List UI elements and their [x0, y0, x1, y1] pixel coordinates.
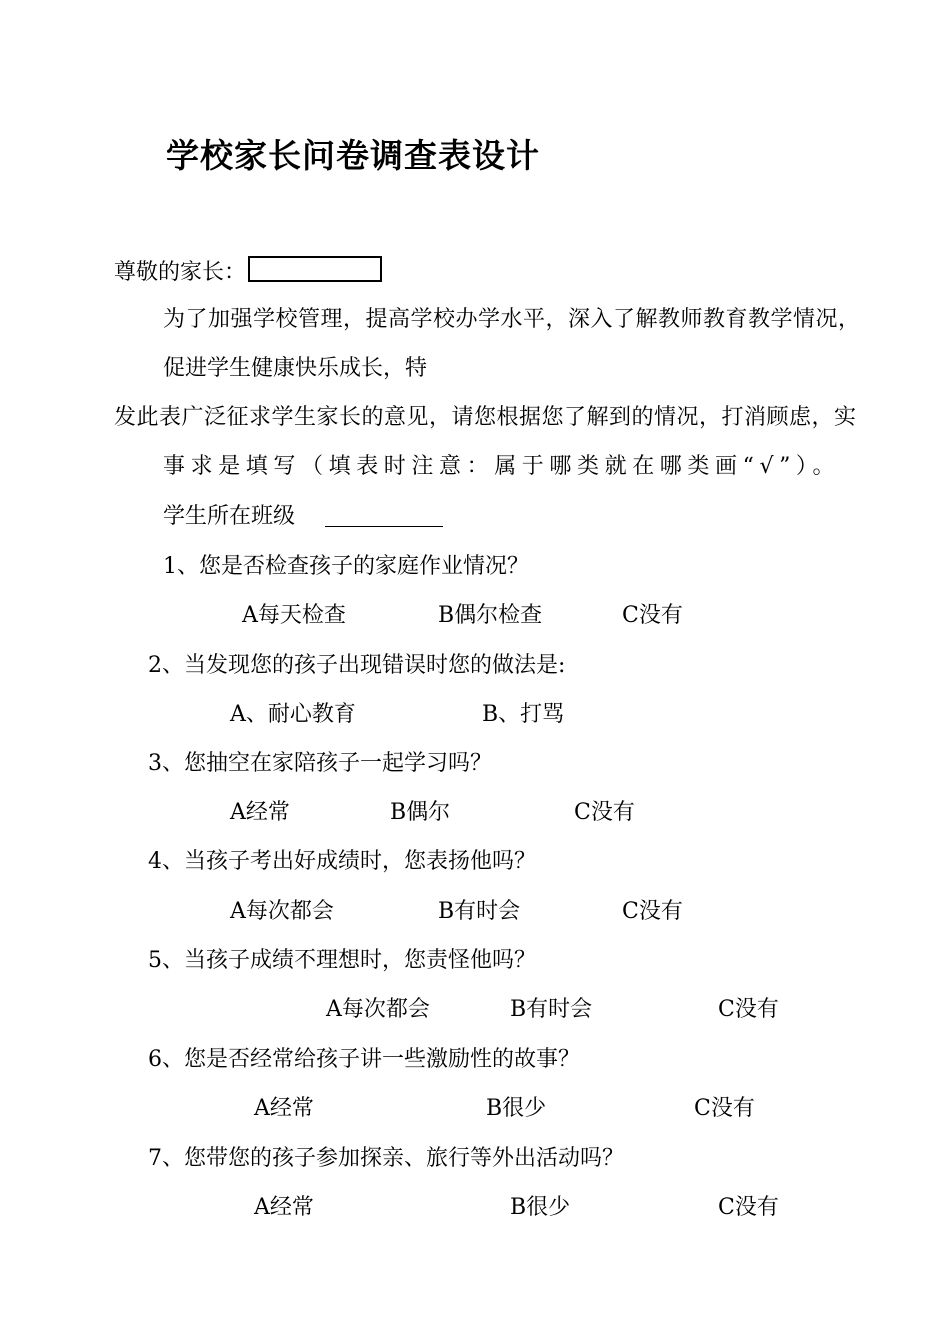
intro-line-3: 发此表广泛征求学生家长的意见，请您根据您了解到的情况，打消顾虑，实	[114, 405, 857, 430]
q4-option-c[interactable]: C没有	[622, 899, 683, 924]
class-label: 学生所在班级	[163, 504, 296, 529]
q4-option-a[interactable]: A每次都会	[230, 899, 334, 924]
q3-option-a[interactable]: A经常	[230, 800, 290, 825]
q5-option-a[interactable]: A每次都会	[326, 997, 430, 1022]
intro-line-1: 为了加强学校管理，提高学校办学水平，深入了解教师教育教学情况，	[163, 307, 861, 332]
q7-option-b[interactable]: B很少	[510, 1195, 571, 1220]
question-6: 6、您是否经常给孩子讲一些激励性的故事？	[148, 1047, 580, 1072]
q7-option-a[interactable]: A经常	[254, 1195, 314, 1220]
question-2: 2、当发现您的孩子出现错误时您的做法是:	[148, 653, 566, 678]
question-5: 5、当孩子成绩不理想时，您责怪他吗？	[148, 948, 536, 973]
question-1: 1、您是否检查孩子的家庭作业情况？	[163, 554, 529, 579]
q1-option-a[interactable]: A每天检查	[242, 603, 346, 628]
intro-line-4: 事求是填写（填表时注意：属于哪类就在哪类画“√”）。	[163, 454, 841, 479]
q5-option-b[interactable]: B有时会	[510, 997, 593, 1022]
q3-option-b[interactable]: B偶尔	[390, 800, 451, 825]
class-field	[163, 502, 443, 532]
salutation-text: 尊敬的家长：	[114, 260, 247, 285]
q1-option-b[interactable]: B偶尔检查	[438, 603, 543, 628]
question-4: 4、当孩子考出好成绩时，您表扬他吗？	[148, 849, 536, 874]
q1-option-c[interactable]: C没有	[622, 603, 683, 628]
parent-name-box[interactable]	[248, 256, 382, 282]
question-3: 3、您抽空在家陪孩子一起学习吗？	[148, 751, 492, 776]
intro-line-2: 促进学生健康快乐成长，特	[163, 356, 428, 381]
q2-option-a[interactable]: A、耐心教育	[230, 702, 356, 727]
q3-option-c[interactable]: C没有	[574, 800, 635, 825]
q4-option-b[interactable]: B有时会	[438, 899, 521, 924]
q6-option-b[interactable]: B很少	[486, 1096, 547, 1121]
q6-option-a[interactable]: A经常	[254, 1096, 314, 1121]
q7-option-c[interactable]: C没有	[718, 1195, 779, 1220]
q5-option-c[interactable]: C没有	[718, 997, 779, 1022]
class-blank[interactable]	[325, 502, 443, 527]
q2-option-b[interactable]: B、打骂	[482, 702, 565, 727]
salutation	[114, 256, 382, 288]
document-title: 学校家长问卷调查表设计	[166, 136, 540, 175]
question-7: 7、您带您的孩子参加探亲、旅行等外出活动吗？	[148, 1146, 624, 1171]
q6-option-c[interactable]: C没有	[694, 1096, 755, 1121]
